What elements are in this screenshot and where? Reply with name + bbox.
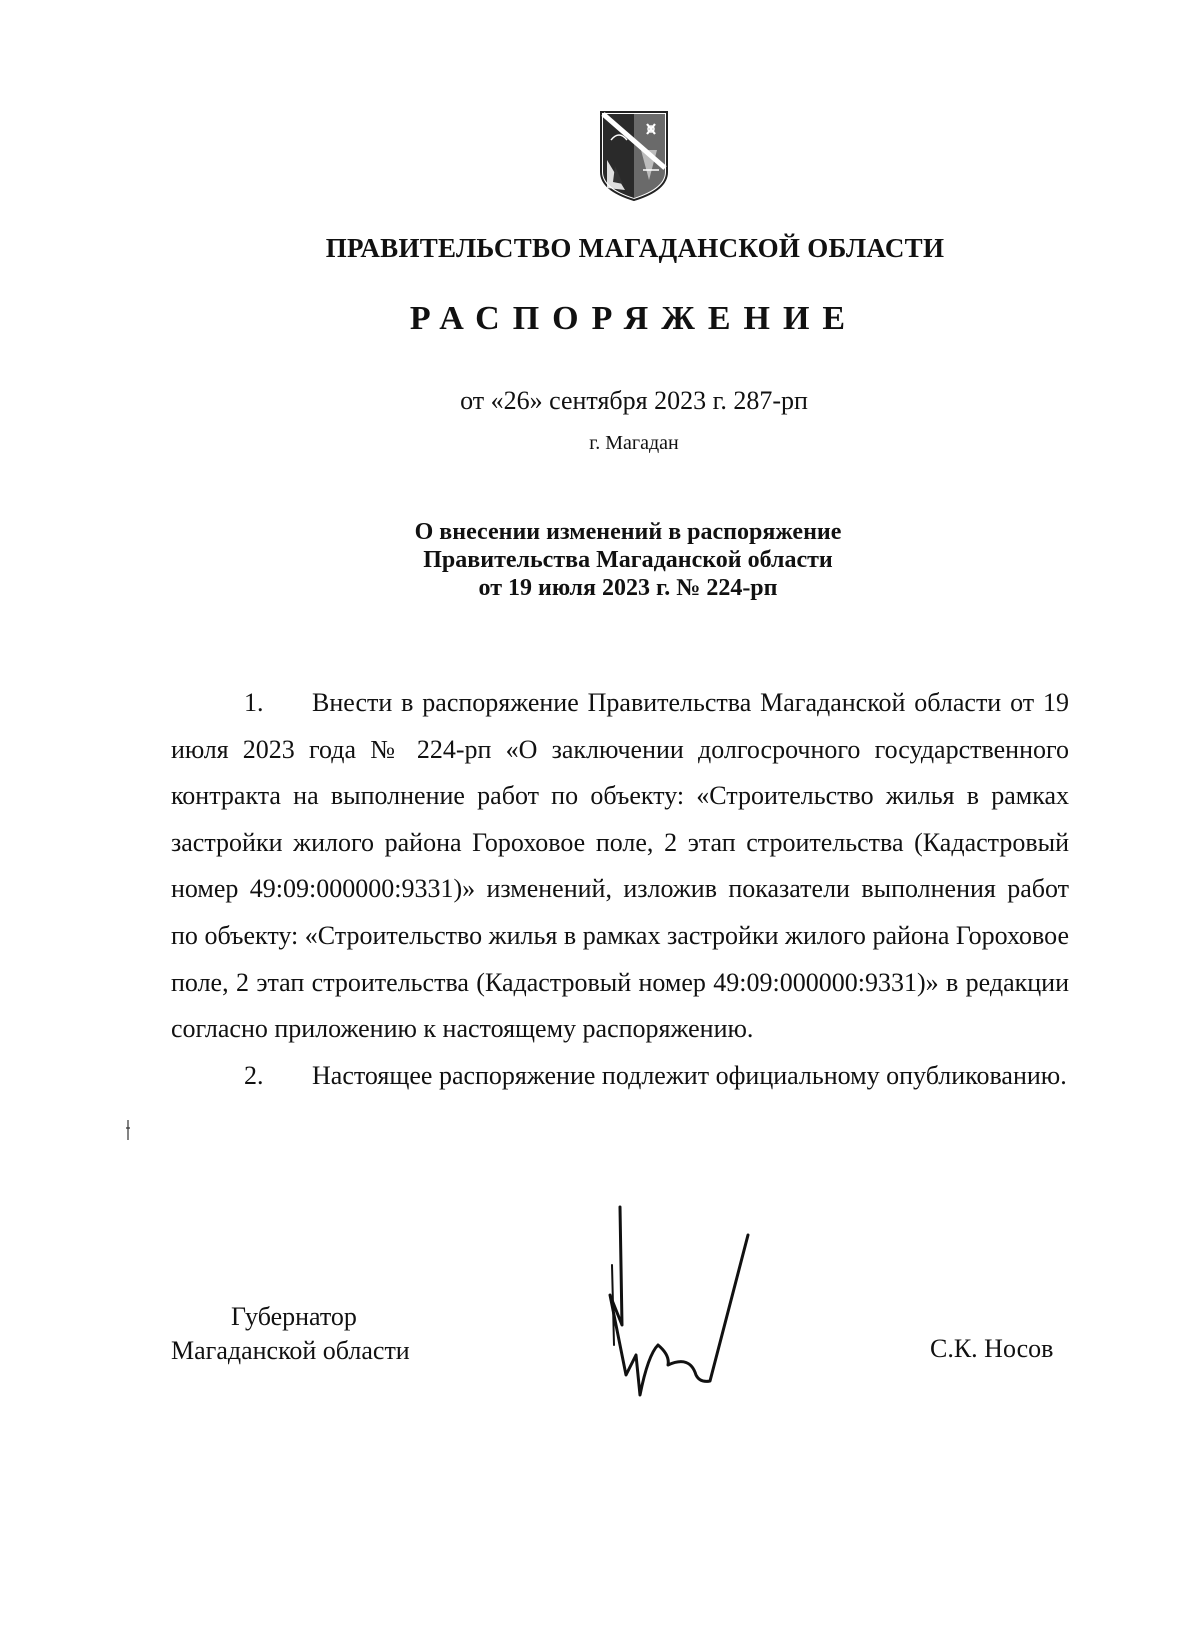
document-city: г. Магадан — [589, 432, 679, 454]
paragraph-number: 2. — [244, 1060, 264, 1090]
paragraph-text: Внести в распоряжение Правительства Магаданской области от 19 июля 2023 года № 224-рп «О заключении долгосрочного государственного контракта на выполнение работ по объекту: «Строительство жилья в рамках застройки жилого района Гороховое поле, 2 этап строительства (Кадастровый номер 49:09:000000:9331)» изменений, изложив показатели выполнения работ по объекту: «Строительство жилья в рамках застройки жилого района Гороховое поле, 2 этап строительства (Кадастровый номер 49:09:000000:9331)» в редакции согласно приложению к настоящему распоряжению. — [171, 688, 1069, 1044]
document-body — [171, 680, 1069, 1099]
organization-title: ПРАВИТЕЛЬСТВО МАГАДАНСКОЙ ОБЛАСТИ — [325, 233, 945, 263]
signatory-position — [171, 1300, 410, 1368]
scan-artifact — [125, 1120, 131, 1140]
subject-line: О внесении изменений в распоряжение — [414, 519, 842, 545]
signatory-name: С.К. Носов — [930, 1334, 1054, 1363]
paragraph-text: Настоящее распоряжение подлежит официальному опубликованию. — [312, 1060, 1067, 1090]
subject-line: Правительства Магаданской области — [423, 547, 833, 573]
document-type: РАСПОРЯЖЕНИЕ — [409, 300, 859, 337]
subject-line: от 19 июля 2023 г. № 224-рп — [478, 575, 778, 601]
document-date-number: от «26» сентября 2023 г. 287-рп — [460, 386, 808, 415]
position-line: Губернатор — [231, 1302, 357, 1331]
signature-icon — [600, 1205, 800, 1425]
paragraph-1 — [171, 680, 1069, 1053]
coat-of-arms-icon — [597, 110, 671, 202]
paragraph-2 — [171, 1053, 1069, 1100]
paragraph-number: 1. — [244, 688, 264, 717]
document-subject — [0, 518, 1200, 602]
position-line: Магаданской области — [171, 1336, 410, 1365]
